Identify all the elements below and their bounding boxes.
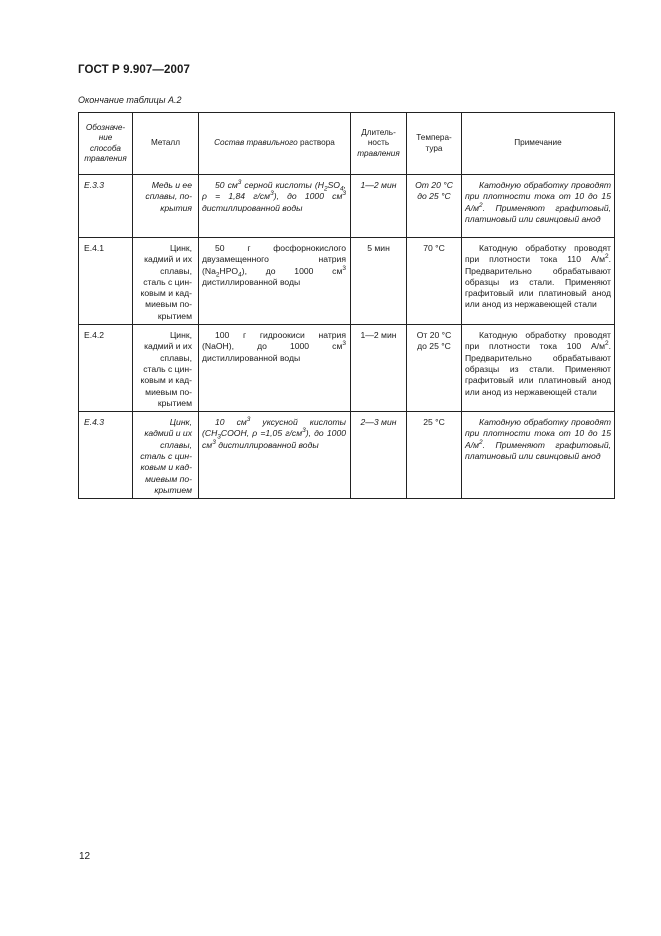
header-code-line: способа: [90, 143, 121, 153]
cell-code: Е.3.3: [79, 175, 133, 238]
metal-line: сплавы,: [160, 352, 192, 363]
etching-table: [78, 112, 615, 499]
note-text: Катодную обработку проводят при плотности тока 100 А/м: [465, 330, 611, 352]
sol-text: , ρ = 1,84 г/см: [202, 180, 346, 202]
temperature-line: 25 °С: [423, 417, 445, 428]
header-code: [79, 113, 133, 175]
header-temperature-line: Темпера-: [416, 133, 452, 142]
header-code-line: Обозначе-: [85, 122, 126, 132]
sol-sup: 3: [342, 340, 346, 348]
sol-text: 100 г гидроокиси натрия (NaOH), до 1000 см: [202, 330, 346, 352]
cell-duration: 2—3 мин: [351, 412, 407, 499]
header-duration-line: травления: [357, 148, 400, 158]
sol-text: SO: [327, 180, 340, 190]
cell-solution: [199, 238, 351, 325]
metal-line: крытием: [154, 484, 192, 495]
cell-code: Е.4.3: [79, 412, 133, 499]
metal-line: Медь и ее: [151, 180, 192, 190]
header-duration-line: ность: [367, 138, 390, 148]
sol-text: ), до 1000 см: [273, 191, 343, 202]
cell-metal: [133, 325, 199, 412]
metal-line: ковым и кад-: [140, 462, 192, 473]
metal-line: ковым и кад-: [140, 375, 192, 386]
table-row: [79, 175, 615, 238]
sol-sub: 2: [215, 271, 220, 279]
cell-duration: 5 мин: [351, 238, 407, 325]
table-header-row: [79, 113, 615, 175]
sol-sup: 3: [270, 190, 274, 198]
sol-text: серной кислоты (H: [241, 180, 324, 190]
metal-line: кадмий и их: [144, 341, 192, 352]
sol-text: дистиллированной воды: [202, 352, 301, 363]
sol-text: дистиллированной воды: [215, 439, 319, 450]
cell-temperature: [407, 238, 462, 325]
metal-line: ковым и кад-: [140, 288, 192, 299]
cell-solution: [199, 325, 351, 412]
note-text: Катодную обработку проводят при плотности тока 110 А/м: [465, 243, 611, 265]
header-metal: Металл: [133, 113, 199, 175]
cell-temperature: [407, 175, 462, 238]
header-code-line: травления: [84, 154, 127, 163]
metal-line: сплавы,: [160, 439, 192, 450]
cell-metal: [133, 412, 199, 499]
metal-line: сталь с цин-: [140, 451, 192, 462]
metal-line: миевым по-: [145, 473, 192, 484]
table-caption: Окончание таблицы А.2: [78, 95, 182, 105]
note-sup: 2: [479, 201, 483, 209]
sol-sup: 3: [246, 416, 251, 424]
metal-line: миевым по-: [145, 299, 192, 310]
metal-line: сталь с цин-: [143, 276, 192, 287]
cell-duration: 1—2 мин: [351, 175, 407, 238]
cell-duration: 1—2 мин: [351, 325, 407, 412]
note-text: . Предварительно обрабатывают образцы из стали. Применяют графитовый или платиновый анод или анод из нержавеющей стали: [465, 254, 611, 310]
note-text: . Применяют графитовый, платиновый или свинцовый анод: [465, 202, 611, 224]
sol-sup: 3: [212, 438, 216, 446]
sol-sub: 4: [339, 185, 344, 193]
metal-line: крытием: [157, 397, 192, 408]
metal-line: сплавы, по-: [145, 191, 192, 202]
note-sup: 2: [604, 340, 609, 348]
cell-note: [462, 412, 615, 499]
sol-sup: 3: [342, 264, 346, 272]
metal-line: крытия: [160, 202, 192, 213]
cell-note: [462, 238, 615, 325]
header-solution-part: Состав травильного: [214, 138, 298, 148]
sol-text: HPO: [219, 265, 239, 276]
cell-note: [462, 175, 615, 238]
header-code-line: ние: [98, 133, 113, 142]
temperature-line: От 20 °С: [416, 330, 452, 341]
sol-sub: 2: [323, 185, 328, 193]
sol-sup: 3: [237, 179, 242, 187]
header-temperature-line: тура: [425, 143, 443, 153]
table-row: [79, 238, 615, 325]
metal-line: кадмий и их: [144, 428, 192, 439]
note-sup: 2: [604, 253, 609, 261]
sol-text: уксусной кислоты (CH: [202, 417, 346, 439]
cell-code: Е.4.2: [79, 325, 133, 412]
note-text: Катодную обработку проводят при плотности тока от 10 до 15 А/м: [465, 417, 611, 450]
sol-sub: 4: [238, 271, 242, 279]
table-row: [79, 325, 615, 412]
sol-sup: 3: [342, 190, 346, 198]
sol-text: дистиллированной воды: [202, 276, 301, 287]
sol-text: 50 г фосфорнокислого двузамещенного натрия (Na: [202, 243, 346, 276]
temperature-line: до 25 °С: [417, 341, 451, 352]
temperature-line: 70 °С: [423, 243, 445, 253]
note-text: . Применяют графитовый, платиновый или свинцовый анод: [465, 439, 611, 462]
header-temperature: [407, 113, 462, 175]
sol-sup: 3: [302, 427, 306, 435]
note-text: Катодную обработку проводят при плотности тока от 10 до 15 А/м: [465, 180, 611, 213]
header-duration-line: Длитель-: [361, 127, 396, 137]
cell-solution: [199, 175, 351, 238]
cell-note: [462, 325, 615, 412]
metal-line: Цинк,: [169, 417, 192, 428]
header-solution: [199, 113, 351, 175]
sol-text: дистиллированной воды: [202, 202, 303, 213]
sol-text: 50 см: [215, 180, 238, 190]
metal-line: сплавы,: [160, 265, 192, 276]
cell-code: Е.4.1: [79, 238, 133, 325]
header-solution-part: раствора: [297, 138, 335, 148]
metal-line: Цинк,: [169, 330, 192, 341]
temperature-line: От 20 °С: [415, 180, 453, 190]
cell-solution: [199, 412, 351, 499]
sol-sub: 3: [217, 434, 221, 442]
header-note: Примечание: [462, 113, 615, 175]
metal-line: крытием: [157, 310, 192, 321]
metal-line: Цинк,: [169, 243, 192, 253]
sol-text: 10 см: [215, 417, 247, 428]
cell-temperature: [407, 325, 462, 412]
note-sup: 2: [479, 438, 483, 446]
document-header: ГОСТ Р 9.907—2007: [78, 64, 190, 76]
table-row: [79, 412, 615, 499]
note-text: . Предварительно обрабатывают образцы из стали. Применяют графитовый или платиновый анод или анод из нержавеющей стали: [465, 341, 611, 397]
temperature-line: до 25 °С: [417, 191, 451, 202]
page-number: 12: [79, 851, 91, 862]
cell-metal: [133, 175, 199, 238]
cell-temperature: [407, 412, 462, 499]
metal-line: кадмий и их: [144, 254, 192, 265]
metal-line: миевым по-: [145, 386, 192, 397]
sol-text: ), до 1000 см: [202, 428, 346, 450]
sol-text: COOH, ρ =1,05 г/см: [220, 428, 303, 439]
header-duration: [351, 113, 407, 175]
metal-line: сталь с цин-: [143, 363, 192, 374]
cell-metal: [133, 238, 199, 325]
sol-text: ), до 1000 см: [241, 265, 343, 276]
